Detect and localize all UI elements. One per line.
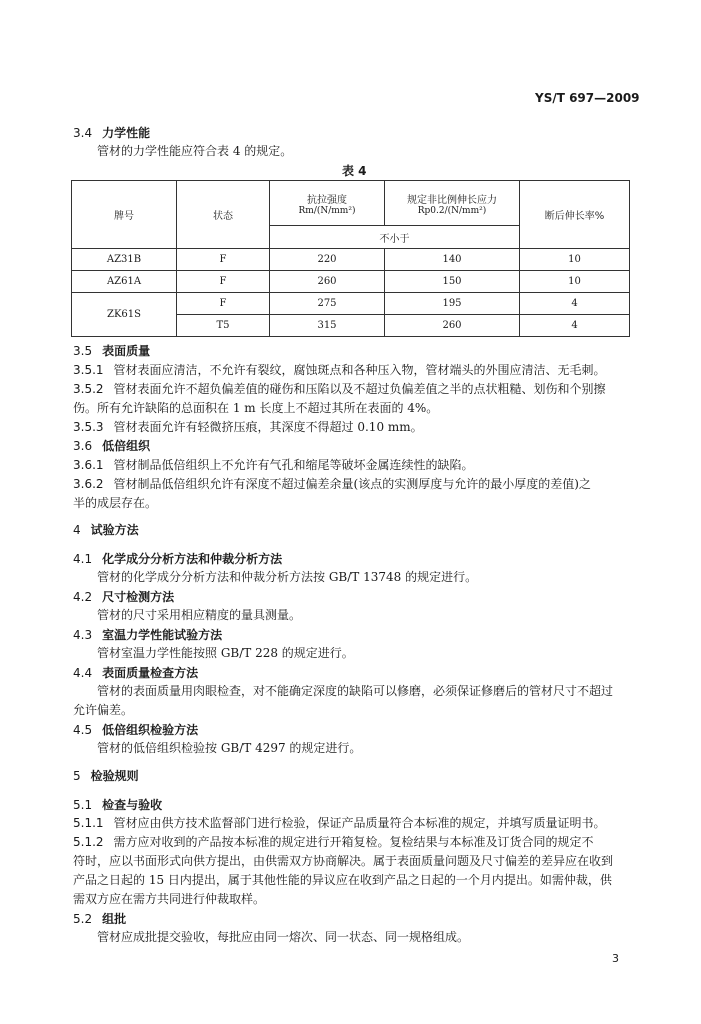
paragraph-4-5: 管材的低倍组织检验按 GB/T 4297 的规定进行。 <box>97 741 362 755</box>
clause-3-5-2: 3.5.2 管材表面允许不超负偏差值的碰伤和压陷以及不超过负偏差值之半的点状粗糙、划伤和个别擦 <box>73 382 606 396</box>
paragraph-3-4: 管材的力学性能应符合表 4 的规定。 <box>97 144 293 158</box>
clause-3-5-2-cont: 伤。所有允许缺陷的总面积在 1 m 长度上不超过其所在表面的 4%。 <box>73 401 439 415</box>
paragraph-4-3: 管材室温力学性能按照 GB/T 228 的规定进行。 <box>97 646 354 660</box>
table-4 <box>71 180 630 337</box>
heading-5-1: 5.1 检查与验收 <box>73 798 163 812</box>
paragraph-4-4-cont: 允许偏差。 <box>73 703 134 717</box>
heading-3-5: 3.5 表面质量 <box>73 344 151 358</box>
table-row: T5 315 260 4 <box>72 315 630 337</box>
clause-5-1-2-cont2: 产品之日起的 15 日内提出，属于其他性能的异议应在收到产品之日起的一个月内提出。如需仲裁，供 <box>73 873 612 887</box>
standard-code: YS/T 697—2009 <box>535 91 640 105</box>
clause-3-6-2-cont: 半的成层存在。 <box>73 496 158 510</box>
paragraph-4-4: 管材的表面质量用肉眼检查，对不能确定深度的缺陷可以修磨，必须保证修磨后的管材尺寸不超过 <box>97 684 614 698</box>
heading-5: 5 检验规则 <box>73 769 139 783</box>
table-caption: 表 4 <box>342 164 367 178</box>
col-header-grade: 牌号 <box>72 181 177 249</box>
table-row: AZ31B F 220 140 10 <box>72 249 630 271</box>
table-row: AZ61A F 260 150 10 <box>72 271 630 293</box>
heading-4-5: 4.5 低倍组织检验方法 <box>73 723 199 737</box>
clause-5-1-1: 5.1.1 管材应由供方技术监督部门进行检验，保证产品质量符合本标准的规定，并填写质量证明书。 <box>73 816 606 830</box>
clause-3-6-2: 3.6.2 管材制品低倍组织允许有深度不超过偏差余量(该点的实测厚度与允许的最小厚度的差值)之 <box>73 477 591 491</box>
clause-3-6-1: 3.6.1 管材制品低倍组织上不允许有气孔和缩尾等破坏金属连续性的缺陷。 <box>73 458 474 472</box>
clause-5-1-2-cont1: 符时，应以书面形式向供方提出，由供需双方协商解决。属于表面质量问题及尺寸偏差的差异应在收到 <box>73 854 614 868</box>
paragraph-4-2: 管材的尺寸采用相应精度的量具测量。 <box>97 608 302 622</box>
clause-5-1-2-cont3: 需双方应在需方共同进行仲裁取样。 <box>73 892 266 906</box>
paragraph-5-2: 管材应成批提交验收，每批应由同一熔次、同一状态、同一规格组成。 <box>97 930 470 944</box>
heading-4: 4 试验方法 <box>73 523 139 537</box>
clause-5-1-2: 5.1.2 需方应对收到的产品按本标准的规定进行开箱复检。复检结果与本标准及订货合同的规定不 <box>73 835 594 849</box>
col-header-elongation: 断后伸长率% <box>520 181 630 249</box>
heading-3-6: 3.6 低倍组织 <box>73 439 151 453</box>
col-header-yield: 规定非比例伸长应力 Rp0.2/(N/mm²) <box>385 181 520 226</box>
heading-3-4: 3.4 力学性能 <box>73 126 151 140</box>
heading-4-1: 4.1 化学成分分析方法和仲裁分析方法 <box>73 552 283 566</box>
clause-3-5-1: 3.5.1 管材表面应清洁，不允许有裂纹，腐蚀斑点和各种压入物，管材端头的外围应清洁、无毛刺。 <box>73 363 606 377</box>
heading-4-4: 4.4 表面质量检查方法 <box>73 666 199 680</box>
paragraph-4-1: 管材的化学成分分析方法和仲裁分析方法按 GB/T 13748 的规定进行。 <box>97 570 478 584</box>
clause-3-5-3: 3.5.3 管材表面允许有轻微挤压痕，其深度不得超过 0.10 mm。 <box>73 420 423 434</box>
col-header-tensile: 抗拉强度 Rm/(N/mm²) <box>270 181 385 226</box>
heading-4-2: 4.2 尺寸检测方法 <box>73 590 175 604</box>
heading-5-2: 5.2 组批 <box>73 912 127 926</box>
heading-4-3: 4.3 室温力学性能试验方法 <box>73 628 223 642</box>
page-number: 3 <box>612 952 619 965</box>
col-header-min: 不小于 <box>270 226 520 249</box>
col-header-temper: 状态 <box>177 181 270 249</box>
table-row: ZK61S F 275 195 4 <box>72 293 630 315</box>
